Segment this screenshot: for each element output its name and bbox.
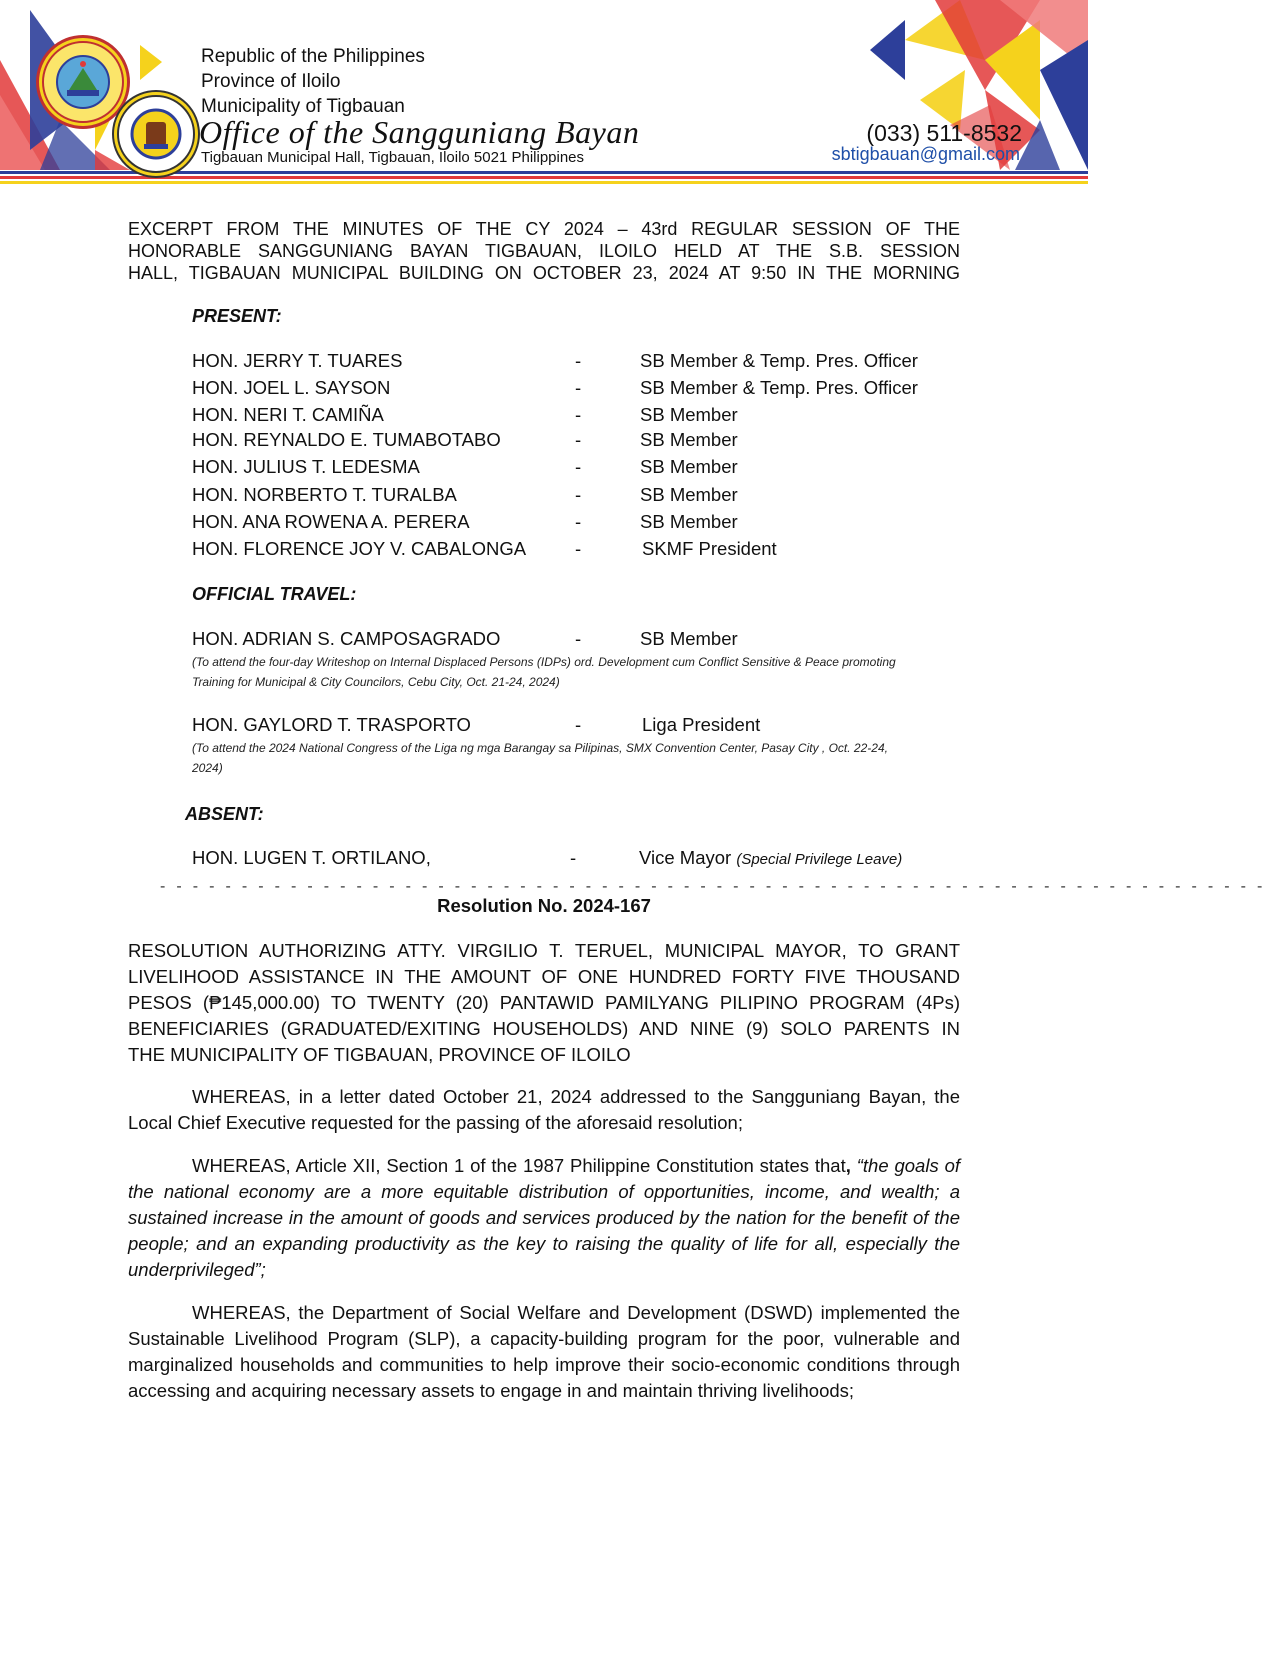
travel-note bbox=[192, 652, 952, 692]
member-name: HON. FLORENCE JOY V. CABALONGA bbox=[192, 538, 527, 559]
member-position: SB Member bbox=[640, 456, 738, 477]
member-name: HON. REYNALDO E. TUMABOTABO bbox=[192, 429, 501, 450]
resolution-number: Resolution No. 2024-167 bbox=[437, 895, 651, 916]
member-name: HON. NORBERTO T. TURALBA bbox=[192, 484, 457, 505]
member-position: SB Member & Temp. Pres. Officer bbox=[640, 350, 918, 371]
absent-member-row bbox=[192, 847, 952, 871]
separator-dash: - bbox=[575, 350, 582, 371]
constitution-quote: “the goals of the national economy are a more equitable distribution of opportunities, income, and wealth; a sustained increase in the amount of goods and services produced by the nation for the benefit of the people; and an expanding productivity as the key to raising the quality of life for all, especially the underprivileged”; bbox=[128, 1155, 960, 1280]
present-member-row bbox=[192, 538, 952, 562]
present-member-row bbox=[192, 350, 952, 374]
present-member-row bbox=[192, 429, 952, 453]
resolution-title-line: BENEFICIARIES (GRADUATED/EXITING HOUSEHOLDS) AND NINE (9) SOLO PARENTS IN bbox=[128, 1018, 960, 1039]
separator-dash: - bbox=[575, 377, 582, 398]
section-divider: - - - - - - - - - - - - - - - - - - - - - - - - - - - - - - - - - - - - - - - - - - - - - - - - - - - - - - - - - - - - - - - - - - - - bbox=[160, 878, 1266, 895]
separator-dash: - bbox=[575, 628, 582, 649]
country-line: Republic of the Philippines bbox=[201, 46, 425, 67]
member-name: HON. ADRIAN S. CAMPOSAGRADO bbox=[192, 628, 501, 649]
member-position: Vice Mayor bbox=[639, 847, 732, 868]
travel-note-line: 2024) bbox=[192, 761, 223, 775]
present-member-row bbox=[192, 377, 952, 401]
whereas-2-comma: , bbox=[845, 1155, 851, 1176]
member-position: Liga President bbox=[642, 714, 761, 735]
sangguniang-bayan-seal-icon bbox=[112, 90, 200, 178]
resolution-title bbox=[128, 938, 960, 1068]
excerpt-line-3: HALL, TIGBAUAN MUNICIPAL BUILDING ON OCTOBER 23, 2024 AT 9:50 IN THE MORNING bbox=[128, 263, 960, 283]
resolution-title-line: RESOLUTION AUTHORIZING ATTY. VIRGILIO T. TERUEL, MUNICIPAL MAYOR, TO GRANT bbox=[128, 940, 960, 961]
resolution-title-line: PESOS (₱145,000.00) TO TWENTY (20) PANTAWID PAMILYANG PILIPINO PROGRAM (4Ps) bbox=[128, 992, 960, 1013]
member-name: HON. JERRY T. TUARES bbox=[192, 350, 403, 371]
member-position: SKMF President bbox=[642, 538, 777, 559]
separator-dash: - bbox=[575, 538, 582, 559]
resolution-title-line: LIVELIHOOD ASSISTANCE IN THE AMOUNT OF ONE HUNDRED FORTY FIVE THOUSAND bbox=[128, 966, 960, 987]
separator-dash: - bbox=[575, 484, 582, 505]
travel-note-line: Training for Municipal & City Councilors, Cebu City, Oct. 21-24, 2024) bbox=[192, 675, 560, 689]
excerpt-line-2: HONORABLE SANGGUNIANG BAYAN TIGBAUAN, ILOILO HELD AT THE S.B. SESSION bbox=[128, 241, 960, 261]
present-member-row bbox=[192, 484, 952, 508]
member-name: HON. LUGEN T. ORTILANO, bbox=[192, 847, 431, 868]
member-name: HON. GAYLORD T. TRASPORTO bbox=[192, 714, 471, 735]
travel-note-line: (To attend the four-day Writeshop on Internal Displaced Persons (IDPs) ord. Development cum Conflict Sensitive & Peace promoting bbox=[192, 655, 896, 669]
separator-dash: - bbox=[575, 714, 582, 735]
office-title: Office of the Sangguniang Bayan bbox=[199, 114, 640, 150]
phone-number: (033) 511-8532 bbox=[866, 120, 1022, 146]
whereas-paragraph-2 bbox=[128, 1153, 960, 1283]
email-address: sbtigbauan@gmail.com bbox=[831, 144, 1020, 164]
member-name: HON. NERI T. CAMIÑA bbox=[192, 404, 384, 425]
municipality-line: Municipality of Tigbauan bbox=[201, 96, 405, 117]
separator-dash: - bbox=[575, 456, 582, 477]
present-member-row bbox=[192, 456, 952, 480]
leave-remark: (Special Privilege Leave) bbox=[736, 851, 903, 868]
resolution-title-line: THE MUNICIPALITY OF TIGBAUAN, PROVINCE OF ILOILO bbox=[128, 1044, 631, 1065]
official-travel-heading: OFFICIAL TRAVEL: bbox=[192, 584, 357, 604]
separator-dash: - bbox=[575, 429, 582, 450]
member-position: SB Member bbox=[640, 511, 738, 532]
whereas-paragraph-3: WHEREAS, the Department of Social Welfare and Development (DSWD) implemented the Sustainable Livelihood Program (SLP), a capacity-building program for the poor, vulnerable and marginalized households and communities to help improve their socio-economic conditions through accessing and acquiring necessary assets to engage in and maintain thriving livelihoods; bbox=[128, 1302, 960, 1401]
whereas-paragraph-1: WHEREAS, in a letter dated October 21, 2024 addressed to the Sangguniang Bayan, the Local Chief Executive requested for the passing of the aforesaid resolution; bbox=[128, 1086, 960, 1133]
excerpt-line-1: EXCERPT FROM THE MINUTES OF THE CY 2024 – 43rd REGULAR SESSION OF THE bbox=[128, 219, 960, 239]
travel-note-line: (To attend the 2024 National Congress of the Liga ng mga Barangay sa Pilipinas, SMX Convention Center, Pasay City , Oct. 22-24, bbox=[192, 741, 888, 755]
separator-dash: - bbox=[575, 511, 582, 532]
member-name: HON. ANA ROWENA A. PERERA bbox=[192, 511, 470, 532]
province-line: Province of Iloilo bbox=[201, 71, 341, 92]
separator-dash: - bbox=[575, 404, 582, 425]
member-position: SB Member bbox=[640, 484, 738, 505]
member-position: SB Member & Temp. Pres. Officer bbox=[640, 377, 918, 398]
whereas-2-lead: WHEREAS, Article XII, Section 1 of the 1987 Philippine Constitution states that bbox=[192, 1155, 846, 1176]
member-position: SB Member bbox=[640, 404, 738, 425]
member-position: SB Member bbox=[640, 628, 738, 649]
present-member-row bbox=[192, 511, 952, 535]
member-name: HON. JOEL L. SAYSON bbox=[192, 377, 391, 398]
travel-member-row bbox=[192, 628, 952, 652]
present-heading: PRESENT: bbox=[192, 306, 282, 326]
office-address: Tigbauan Municipal Hall, Tigbauan, Iloilo 5021 Philippines bbox=[201, 149, 585, 166]
member-name: HON. JULIUS T. LEDESMA bbox=[192, 456, 420, 477]
letterhead bbox=[0, 0, 1088, 190]
separator-dash: - bbox=[570, 847, 577, 868]
member-position: SB Member bbox=[640, 429, 738, 450]
travel-note bbox=[192, 738, 952, 778]
minutes-excerpt-heading bbox=[128, 218, 960, 284]
present-member-row bbox=[192, 404, 952, 428]
absent-heading: ABSENT: bbox=[185, 804, 264, 824]
travel-member-row bbox=[192, 714, 952, 738]
